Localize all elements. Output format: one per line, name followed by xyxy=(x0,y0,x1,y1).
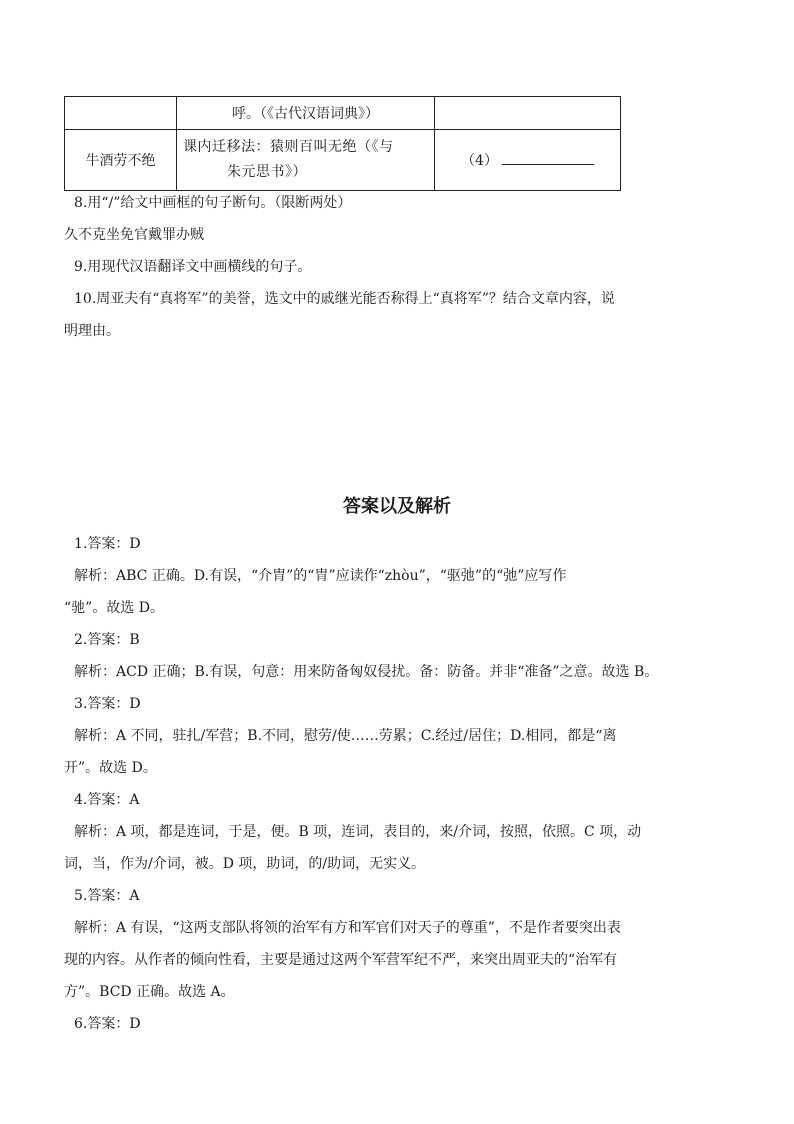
answer-5-explanation: 现的内容。从作者的倾向性看，主要是通过这两个军营军纪不严，来突出周亚夫的“治军有 xyxy=(64,952,618,968)
answer-6: 6.答案：D xyxy=(74,1016,141,1032)
answer-label: （4） xyxy=(461,153,498,169)
table-cell xyxy=(177,130,435,191)
question-9: 9.用现代汉语翻译文中画横线的句子。 xyxy=(74,259,312,275)
answer-4: 4.答案：A xyxy=(74,792,140,808)
answer-5-explanation: 解析：A 有误，“这两支部队将领的治军有方和军官们对天子的尊重”，不是作者要突出表 xyxy=(74,920,621,936)
table-cell xyxy=(435,97,621,130)
answer-5: 5.答案：A xyxy=(74,888,140,904)
cell-text-line: 朱元思书》） xyxy=(227,164,307,180)
answer-1-explanation: 解析：ABC 正确。D.有误，“介胄”的“胄”应读作“zhòu”，“驱弛”的“弛”应写作 xyxy=(74,568,567,584)
question-8: 8.用“/”给文中画框的句子断句。（限断两处） xyxy=(74,195,352,211)
question-10-line: 10.周亚夫有“真将军”的美誉，选文中的戚继光能否称得上“真将军”？结合文章内容，说 xyxy=(74,291,615,307)
question-10-line: 明理由。 xyxy=(64,323,120,339)
answer-2: 2.答案：B xyxy=(74,632,140,648)
table-row xyxy=(65,97,621,130)
answer-3: 3.答案：D xyxy=(74,696,141,712)
table-cell: 牛酒劳不绝 xyxy=(65,130,177,191)
answer-3-explanation: 开”。故选 D。 xyxy=(64,760,157,776)
answer-3-explanation: 解析：A 不同，驻扎/军营；B.不同，慰劳/使……劳累；C.经过/居住；D.相同，都是“离 xyxy=(74,728,617,744)
table-row xyxy=(65,130,621,191)
answers-section xyxy=(64,528,744,1040)
answers-heading: 答案以及解析 xyxy=(343,496,451,517)
answer-4-explanation: 词，当，作为/介词，被。D 项，助词，的/助词，无实义。 xyxy=(64,856,426,872)
table-cell: 呼。（《古代汉语词典》） xyxy=(177,97,435,130)
table-cell xyxy=(435,130,621,191)
answer-4-explanation: 解析：A 项，都是连词，于是，便。B 项，连词，表目的，来/介词，按照，依照。C 项，动 xyxy=(74,824,642,840)
table-cell xyxy=(65,97,177,130)
cell-text-line: 课内迁移法：猿则百叫无绝（《与 xyxy=(183,139,394,155)
answer-2-explanation: 解析：ACD 正确；B.有误，句意：用来防备匈奴侵扰。备：防备。并非“准备”之意。故选 B。 xyxy=(74,664,659,680)
vocabulary-table xyxy=(64,96,621,191)
answer-5-explanation: 方”。BCD 正确。故选 A。 xyxy=(64,984,235,1000)
question-8-sentence: 久不克坐免官戴罪办贼 xyxy=(64,227,204,243)
answer-1-explanation: “驰”。故选 D。 xyxy=(64,600,164,616)
answer-blank xyxy=(502,150,594,165)
answer-1: 1.答案：D xyxy=(74,536,141,552)
